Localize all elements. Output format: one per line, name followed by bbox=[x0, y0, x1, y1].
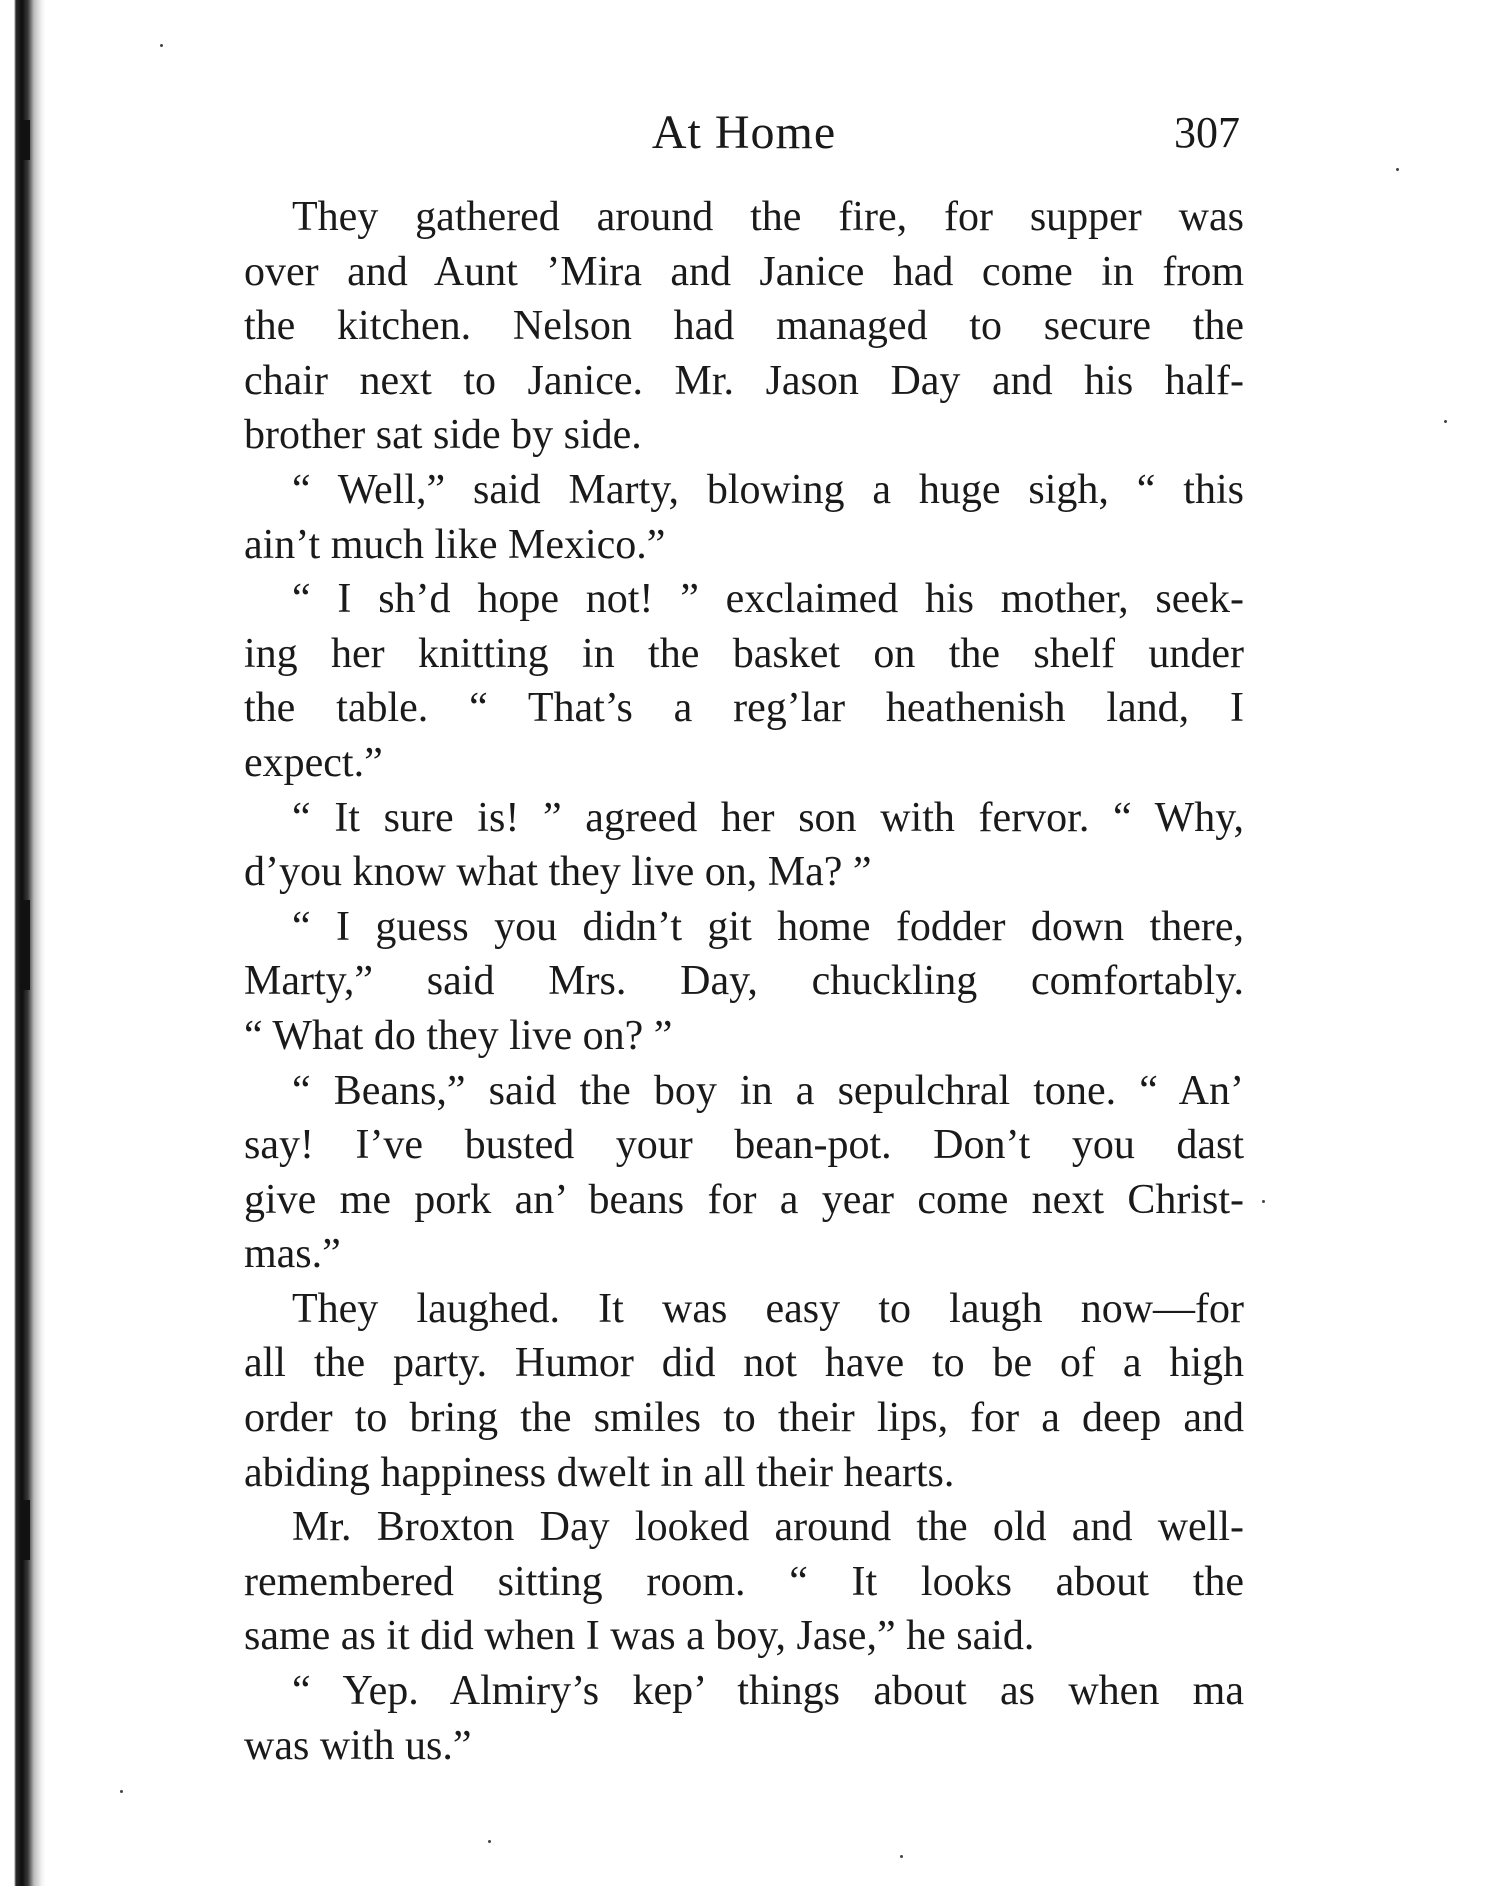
running-head bbox=[244, 98, 1244, 168]
text-line: They laughed. It was easy to laugh now—for bbox=[292, 1285, 1244, 1332]
text-line: the kitchen. Nelson had managed to secure the bbox=[244, 303, 1244, 350]
running-head-title: At Home bbox=[651, 106, 837, 159]
page-number: 307 bbox=[1174, 108, 1240, 157]
text-line: was with us.” bbox=[244, 1722, 472, 1769]
text-line: brother sat side by side. bbox=[244, 412, 642, 459]
paper-speck bbox=[1444, 420, 1447, 423]
text-line: over and Aunt ’Mira and Janice had come in from bbox=[244, 248, 1244, 295]
text-line: mas.” bbox=[244, 1231, 341, 1278]
text-line: Marty,” said Mrs. Day, chuckling comfortably. bbox=[244, 958, 1244, 1005]
text-line: remembered sitting room. “ It looks about the bbox=[244, 1558, 1244, 1605]
text-line: “ It sure is! ” agreed her son with fervor. “ Why, bbox=[292, 794, 1244, 841]
binding-shadow-mark bbox=[20, 1500, 30, 1560]
text-line: “ I sh’d hope not! ” exclaimed his mother, seek- bbox=[292, 576, 1244, 623]
text-line: “ Yep. Almiry’s kep’ things about as when ma bbox=[292, 1668, 1244, 1715]
paper-speck bbox=[160, 44, 163, 47]
text-line: chair next to Janice. Mr. Jason Day and his half- bbox=[244, 357, 1244, 404]
text-line: ain’t much like Mexico.” bbox=[244, 521, 666, 568]
text-line: Mr. Broxton Day looked around the old and well- bbox=[292, 1504, 1244, 1551]
text-line: They gathered around the fire, for supper was bbox=[292, 194, 1244, 240]
text-line: “ What do they live on? ” bbox=[244, 1012, 673, 1059]
text-line: expect.” bbox=[244, 739, 383, 786]
paper-speck bbox=[120, 1790, 123, 1793]
binding-shadow-mark bbox=[20, 120, 30, 160]
text-line: give me pork an’ beans for a year come next Christ- bbox=[244, 1176, 1244, 1223]
text-line: all the party. Humor did not have to be of a high bbox=[244, 1340, 1244, 1387]
text-line: say! I’ve busted your bean-pot. Don’t you dast bbox=[244, 1122, 1244, 1169]
paper-speck bbox=[1396, 168, 1399, 171]
body-text bbox=[244, 190, 1244, 1773]
text-line: “ Beans,” said the boy in a sepulchral tone. “ An’ bbox=[292, 1067, 1244, 1114]
text-line: the table. “ That’s a reg’lar heathenish land, I bbox=[244, 685, 1244, 732]
paper-speck bbox=[900, 1855, 903, 1858]
paper-speck bbox=[488, 1840, 491, 1843]
text-line: ing her knitting in the basket on the shelf under bbox=[244, 630, 1244, 677]
text-line: order to bring the smiles to their lips, for a deep and bbox=[244, 1395, 1244, 1442]
text-line: d’you know what they live on, Ma? ” bbox=[244, 849, 872, 896]
text-line: “ Well,” said Marty, blowing a huge sigh, “ this bbox=[292, 466, 1244, 513]
paper-speck bbox=[1262, 1200, 1265, 1203]
binding-shadow-mark bbox=[20, 900, 30, 990]
text-line: same as it did when I was a boy, Jase,” he said. bbox=[244, 1613, 1035, 1660]
text-line: “ I guess you didn’t git home fodder down there, bbox=[292, 903, 1244, 950]
text-line: abiding happiness dwelt in all their hearts. bbox=[244, 1449, 955, 1496]
